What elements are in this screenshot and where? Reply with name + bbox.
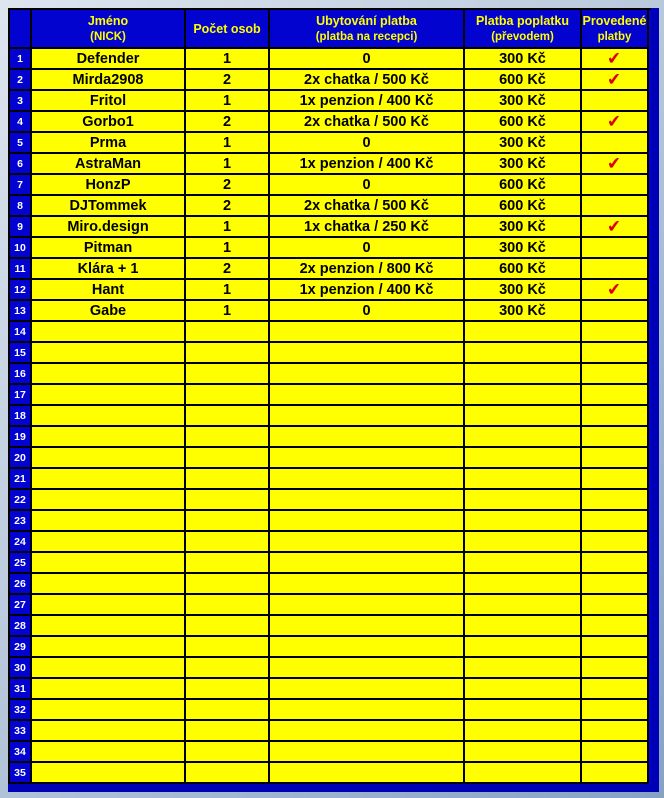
row-number-cell[interactable]: 25 [10, 553, 32, 574]
cell-paid[interactable] [582, 364, 649, 385]
cell-accommodation[interactable]: 2x chatka / 500 Kč [270, 70, 465, 91]
cell-paid[interactable] [582, 616, 649, 637]
cell-accommodation[interactable]: 0 [270, 238, 465, 259]
cell-accommodation[interactable]: 1x penzion / 400 Kč [270, 280, 465, 301]
corner-cell[interactable] [10, 10, 32, 49]
row-number-cell[interactable]: 9 [10, 217, 32, 238]
cell-fee[interactable]: 600 Kč [465, 196, 582, 217]
cell-persons[interactable]: 2 [186, 175, 270, 196]
cell-fee[interactable]: 600 Kč [465, 112, 582, 133]
cell-fee[interactable]: 300 Kč [465, 91, 582, 112]
cell-nick[interactable]: Prma [32, 133, 186, 154]
cell-nick[interactable] [32, 490, 186, 511]
row-number-cell[interactable]: 33 [10, 721, 32, 742]
cell-paid[interactable] [582, 238, 649, 259]
row-number-cell[interactable]: 10 [10, 238, 32, 259]
cell-persons[interactable]: 2 [186, 70, 270, 91]
row-number-cell[interactable]: 16 [10, 364, 32, 385]
row-number-cell[interactable]: 21 [10, 469, 32, 490]
cell-persons[interactable] [186, 553, 270, 574]
cell-nick[interactable]: Hant [32, 280, 186, 301]
cell-paid[interactable] [582, 553, 649, 574]
cell-nick[interactable] [32, 595, 186, 616]
cell-fee[interactable]: 600 Kč [465, 175, 582, 196]
row-number-cell[interactable]: 2 [10, 70, 32, 91]
cell-accommodation[interactable] [270, 574, 465, 595]
cell-paid[interactable] [582, 196, 649, 217]
column-header-persons[interactable] [186, 10, 270, 49]
cell-paid[interactable] [582, 91, 649, 112]
row-number-cell[interactable]: 18 [10, 406, 32, 427]
cell-fee[interactable] [465, 553, 582, 574]
cell-nick[interactable] [32, 616, 186, 637]
cell-accommodation[interactable] [270, 448, 465, 469]
cell-paid[interactable] [582, 595, 649, 616]
cell-accommodation[interactable] [270, 742, 465, 763]
row-number-cell[interactable]: 12 [10, 280, 32, 301]
row-number-cell[interactable]: 15 [10, 343, 32, 364]
cell-nick[interactable]: Klára + 1 [32, 259, 186, 280]
row-number-cell[interactable]: 30 [10, 658, 32, 679]
cell-paid[interactable] [582, 658, 649, 679]
cell-nick[interactable] [32, 364, 186, 385]
cell-accommodation[interactable]: 2x chatka / 500 Kč [270, 196, 465, 217]
cell-accommodation[interactable]: 1x penzion / 400 Kč [270, 91, 465, 112]
cell-nick[interactable] [32, 448, 186, 469]
cell-paid[interactable] [582, 322, 649, 343]
row-number-cell[interactable]: 34 [10, 742, 32, 763]
cell-paid[interactable] [582, 574, 649, 595]
cell-paid[interactable] [582, 448, 649, 469]
row-number-cell[interactable]: 22 [10, 490, 32, 511]
cell-accommodation[interactable] [270, 406, 465, 427]
column-header-fee[interactable] [465, 10, 582, 49]
cell-accommodation[interactable] [270, 616, 465, 637]
cell-nick[interactable] [32, 700, 186, 721]
cell-persons[interactable] [186, 700, 270, 721]
cell-persons[interactable]: 1 [186, 49, 270, 70]
check-icon: ✔ [606, 70, 623, 90]
cell-accommodation[interactable] [270, 364, 465, 385]
cell-persons[interactable] [186, 637, 270, 658]
cell-persons[interactable]: 1 [186, 91, 270, 112]
cell-nick[interactable] [32, 637, 186, 658]
row-number-cell[interactable]: 6 [10, 154, 32, 175]
cell-fee[interactable] [465, 700, 582, 721]
cell-nick[interactable] [32, 385, 186, 406]
cell-persons[interactable]: 1 [186, 238, 270, 259]
cell-accommodation[interactable] [270, 469, 465, 490]
cell-nick[interactable]: Mirda2908 [32, 70, 186, 91]
cell-nick[interactable] [32, 532, 186, 553]
cell-nick[interactable] [32, 553, 186, 574]
row-number-cell[interactable]: 13 [10, 301, 32, 322]
cell-persons[interactable] [186, 658, 270, 679]
cell-paid[interactable] [582, 49, 649, 70]
cell-fee[interactable] [465, 721, 582, 742]
header-line-2: (převodem) [491, 30, 554, 43]
row-number-cell[interactable]: 32 [10, 700, 32, 721]
cell-persons[interactable] [186, 364, 270, 385]
cell-paid[interactable] [582, 133, 649, 154]
cell-accommodation[interactable]: 0 [270, 175, 465, 196]
cell-paid[interactable] [582, 427, 649, 448]
row-number-cell[interactable]: 26 [10, 574, 32, 595]
cell-accommodation[interactable] [270, 532, 465, 553]
cell-fee[interactable] [465, 658, 582, 679]
cell-accommodation[interactable]: 2x penzion / 800 Kč [270, 259, 465, 280]
cell-fee[interactable] [465, 343, 582, 364]
cell-paid[interactable] [582, 532, 649, 553]
cell-nick[interactable]: Defender [32, 49, 186, 70]
header-line-1: Jméno [87, 13, 129, 28]
cell-persons[interactable] [186, 742, 270, 763]
row-number-cell[interactable]: 29 [10, 637, 32, 658]
row-number-cell[interactable]: 24 [10, 532, 32, 553]
cell-nick[interactable] [32, 721, 186, 742]
cell-accommodation[interactable] [270, 637, 465, 658]
cell-fee[interactable]: 300 Kč [465, 301, 582, 322]
payments-table [8, 8, 651, 784]
cell-paid[interactable] [582, 406, 649, 427]
cell-fee[interactable]: 300 Kč [465, 133, 582, 154]
column-header-paid[interactable] [582, 10, 649, 49]
cell-nick[interactable] [32, 322, 186, 343]
check-icon: ✔ [606, 280, 623, 300]
cell-persons[interactable] [186, 406, 270, 427]
cell-persons[interactable] [186, 721, 270, 742]
cell-accommodation[interactable] [270, 511, 465, 532]
cell-persons[interactable] [186, 343, 270, 364]
cell-fee[interactable] [465, 574, 582, 595]
check-icon: ✔ [606, 112, 623, 132]
cell-fee[interactable]: 300 Kč [465, 154, 582, 175]
cell-fee[interactable]: 300 Kč [465, 217, 582, 238]
cell-fee[interactable] [465, 427, 582, 448]
cell-nick[interactable] [32, 763, 186, 784]
cell-persons[interactable] [186, 532, 270, 553]
cell-paid[interactable] [582, 280, 649, 301]
cell-paid[interactable] [582, 721, 649, 742]
cell-accommodation[interactable] [270, 679, 465, 700]
cell-paid[interactable] [582, 679, 649, 700]
cell-accommodation[interactable] [270, 490, 465, 511]
row-number-cell[interactable]: 19 [10, 427, 32, 448]
cell-accommodation[interactable]: 1x penzion / 400 Kč [270, 154, 465, 175]
cell-persons[interactable] [186, 679, 270, 700]
cell-nick[interactable]: Miro.design [32, 217, 186, 238]
cell-accommodation[interactable] [270, 343, 465, 364]
cell-paid[interactable] [582, 343, 649, 364]
cell-fee[interactable]: 300 Kč [465, 49, 582, 70]
cell-persons[interactable] [186, 448, 270, 469]
row-number-cell[interactable]: 35 [10, 763, 32, 784]
cell-paid[interactable] [582, 70, 649, 91]
cell-nick[interactable] [32, 343, 186, 364]
cell-paid[interactable] [582, 385, 649, 406]
cell-paid[interactable] [582, 637, 649, 658]
cell-nick[interactable]: Gorbo1 [32, 112, 186, 133]
check-icon: ✔ [606, 217, 623, 237]
row-number-cell[interactable]: 8 [10, 196, 32, 217]
cell-accommodation[interactable]: 0 [270, 133, 465, 154]
cell-accommodation[interactable]: 1x chatka / 250 Kč [270, 217, 465, 238]
cell-persons[interactable] [186, 574, 270, 595]
cell-persons[interactable] [186, 511, 270, 532]
column-header-nick[interactable] [32, 10, 186, 49]
cell-nick[interactable]: Pitman [32, 238, 186, 259]
cell-persons[interactable]: 2 [186, 112, 270, 133]
cell-accommodation[interactable] [270, 763, 465, 784]
cell-accommodation[interactable] [270, 658, 465, 679]
row-number-cell[interactable]: 28 [10, 616, 32, 637]
cell-paid[interactable] [582, 700, 649, 721]
cell-nick[interactable]: AstraMan [32, 154, 186, 175]
cell-accommodation[interactable] [270, 700, 465, 721]
row-number-cell[interactable]: 23 [10, 511, 32, 532]
header-line-2: platby [597, 30, 632, 43]
cell-fee[interactable] [465, 742, 582, 763]
row-number-cell[interactable]: 4 [10, 112, 32, 133]
header-line-1: Provedené [582, 13, 647, 28]
header-line-1: Platba poplatku [475, 13, 570, 28]
cell-persons[interactable] [186, 322, 270, 343]
cell-fee[interactable] [465, 448, 582, 469]
cell-persons[interactable]: 2 [186, 259, 270, 280]
cell-persons[interactable] [186, 763, 270, 784]
cell-paid[interactable] [582, 511, 649, 532]
cell-paid[interactable] [582, 490, 649, 511]
row-number-cell[interactable]: 11 [10, 259, 32, 280]
cell-accommodation[interactable] [270, 427, 465, 448]
check-icon: ✔ [606, 49, 623, 69]
cell-accommodation[interactable] [270, 553, 465, 574]
row-number-cell[interactable]: 31 [10, 679, 32, 700]
cell-nick[interactable] [32, 406, 186, 427]
cell-accommodation[interactable]: 0 [270, 49, 465, 70]
cell-nick[interactable] [32, 679, 186, 700]
cell-fee[interactable] [465, 511, 582, 532]
cell-persons[interactable]: 1 [186, 280, 270, 301]
cell-fee[interactable] [465, 364, 582, 385]
header-line-1: Počet osob [193, 21, 261, 36]
cell-paid[interactable] [582, 217, 649, 238]
cell-nick[interactable] [32, 427, 186, 448]
cell-nick[interactable]: Fritol [32, 91, 186, 112]
header-line-2: (platba na recepci) [315, 30, 418, 43]
cell-persons[interactable] [186, 427, 270, 448]
cell-accommodation[interactable] [270, 595, 465, 616]
cell-nick[interactable]: HonzP [32, 175, 186, 196]
cell-persons[interactable]: 1 [186, 154, 270, 175]
cell-accommodation[interactable] [270, 322, 465, 343]
cell-paid[interactable] [582, 154, 649, 175]
cell-fee[interactable] [465, 490, 582, 511]
cell-fee[interactable] [465, 406, 582, 427]
cell-persons[interactable] [186, 469, 270, 490]
cell-paid[interactable] [582, 742, 649, 763]
cell-nick[interactable]: Gabe [32, 301, 186, 322]
cell-persons[interactable] [186, 595, 270, 616]
cell-fee[interactable]: 300 Kč [465, 280, 582, 301]
row-number-cell[interactable]: 27 [10, 595, 32, 616]
cell-accommodation[interactable] [270, 385, 465, 406]
cell-persons[interactable] [186, 385, 270, 406]
cell-nick[interactable] [32, 574, 186, 595]
cell-fee[interactable] [465, 595, 582, 616]
cell-fee[interactable] [465, 679, 582, 700]
cell-paid[interactable] [582, 763, 649, 784]
cell-nick[interactable] [32, 469, 186, 490]
cell-paid[interactable] [582, 112, 649, 133]
row-number-cell[interactable]: 20 [10, 448, 32, 469]
cell-fee[interactable] [465, 616, 582, 637]
cell-nick[interactable] [32, 742, 186, 763]
cell-fee[interactable]: 600 Kč [465, 70, 582, 91]
cell-accommodation[interactable]: 0 [270, 301, 465, 322]
row-number-cell[interactable]: 3 [10, 91, 32, 112]
cell-persons[interactable]: 1 [186, 133, 270, 154]
check-icon: ✔ [606, 154, 623, 174]
row-number-cell[interactable]: 7 [10, 175, 32, 196]
cell-fee[interactable]: 300 Kč [465, 238, 582, 259]
cell-fee[interactable] [465, 385, 582, 406]
cell-persons[interactable]: 1 [186, 301, 270, 322]
cell-paid[interactable] [582, 259, 649, 280]
cell-persons[interactable] [186, 616, 270, 637]
cell-fee[interactable] [465, 532, 582, 553]
cell-persons[interactable]: 1 [186, 217, 270, 238]
cell-fee[interactable] [465, 322, 582, 343]
cell-persons[interactable]: 2 [186, 196, 270, 217]
column-header-accommodation[interactable] [270, 10, 465, 49]
cell-nick[interactable] [32, 658, 186, 679]
header-line-2: (NICK) [90, 30, 126, 43]
cell-fee[interactable] [465, 469, 582, 490]
cell-paid[interactable] [582, 175, 649, 196]
row-number-cell[interactable]: 1 [10, 49, 32, 70]
row-number-cell[interactable]: 5 [10, 133, 32, 154]
cell-accommodation[interactable]: 2x chatka / 500 Kč [270, 112, 465, 133]
cell-fee[interactable]: 600 Kč [465, 259, 582, 280]
cell-paid[interactable] [582, 301, 649, 322]
spreadsheet-area [8, 8, 659, 792]
cell-persons[interactable] [186, 490, 270, 511]
header-line-1: Ubytování platba [316, 13, 417, 28]
row-number-cell[interactable]: 14 [10, 322, 32, 343]
cell-fee[interactable] [465, 763, 582, 784]
bottom-filler [8, 783, 659, 792]
cell-nick[interactable] [32, 511, 186, 532]
cell-fee[interactable] [465, 637, 582, 658]
cell-paid[interactable] [582, 469, 649, 490]
cell-accommodation[interactable] [270, 721, 465, 742]
cell-nick[interactable]: DJTommek [32, 196, 186, 217]
row-number-cell[interactable]: 17 [10, 385, 32, 406]
